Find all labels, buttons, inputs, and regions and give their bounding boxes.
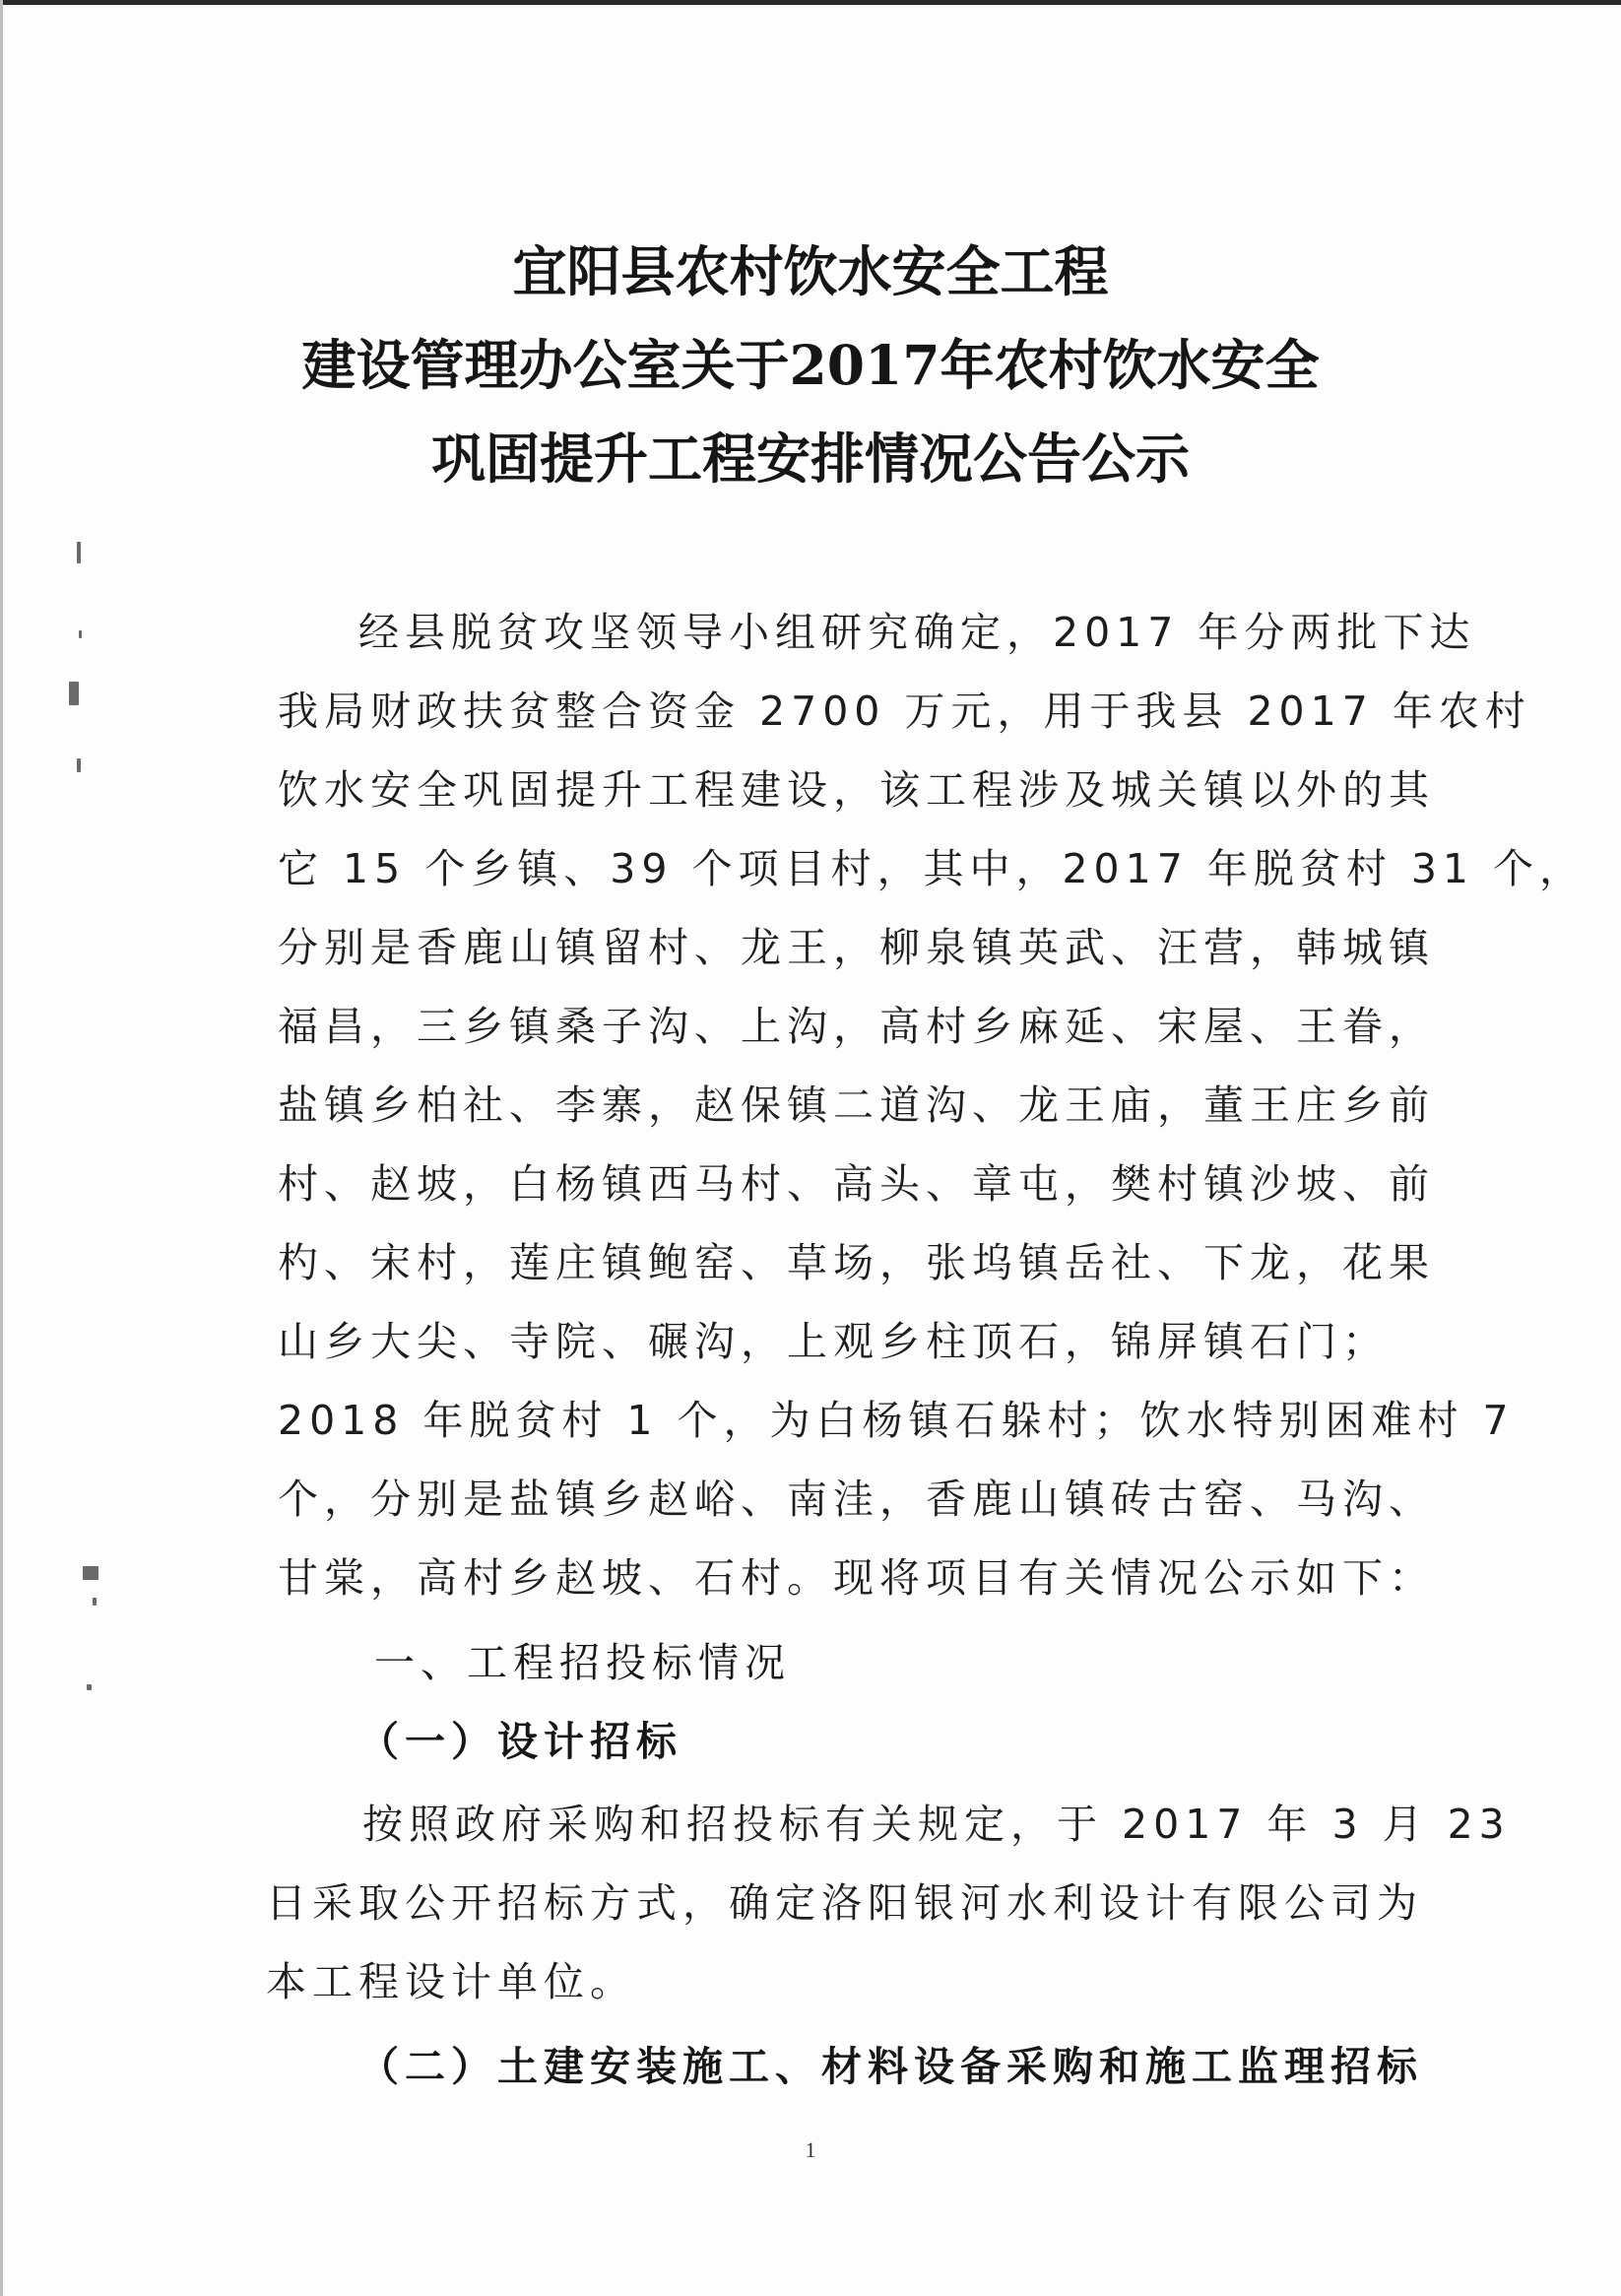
subsection-line: 按照政府采购和招投标有关规定，于 2017 年 3 月 23	[362, 1801, 1511, 1848]
scan-speck	[77, 542, 81, 563]
paragraph-line: 饮水安全巩固提升工程建设，该工程涉及城关镇以外的其	[278, 766, 1435, 814]
scan-speck	[83, 1566, 98, 1580]
paragraph-line: 山乡大尖、寺院、碾沟，上观乡柱顶石，锦屏镇石门；	[278, 1318, 1389, 1365]
paragraph-line: 分别是香鹿山镇留村、龙王，柳泉镇英武、汪营，韩城镇	[278, 924, 1435, 971]
paragraph-line: 杓、宋村，莲庄镇鲍窑、草场，张坞镇岳社、下龙，花果	[278, 1239, 1435, 1286]
document-title	[0, 225, 1621, 505]
paragraph-line: 甘棠，高村乡赵坡、石村。现将项目有关情况公示如下：	[278, 1554, 1435, 1602]
paragraph-line: 它 15 个乡镇、39 个项目村，其中，2017 年脱贫村 31 个，	[278, 845, 1587, 892]
paragraph-line: 2018 年脱贫村 1 个，为白杨镇石躲村；饮水特别困难村 7	[278, 1397, 1515, 1444]
paragraph-line: 我局财政扶贫整合资金 2700 万元，用于我县 2017 年农村	[278, 688, 1531, 735]
subsection-heading: （一）设计招标	[358, 1718, 682, 1765]
subsection-line: 本工程设计单位。	[266, 1958, 636, 2005]
scan-top-edge	[0, 0, 1621, 5]
section-heading: 一、工程招投标情况	[374, 1639, 791, 1686]
page-number: 1	[805, 2137, 816, 2162]
paragraph-line: 个，分别是盐镇乡赵峪、南洼，香鹿山镇砖古窑、马沟、	[278, 1476, 1435, 1523]
subsection-line: 日采取公开招标方式，确定洛阳银河水利设计有限公司为	[266, 1879, 1423, 1927]
subsection-heading: （二）土建安装施工、材料设备采购和施工监理招标	[358, 2043, 1423, 2090]
paragraph-line: 福昌，三乡镇桑子沟、上沟，高村乡麻延、宋屋、王眷，	[278, 1003, 1435, 1050]
scan-speck	[87, 1684, 92, 1690]
scan-speck	[93, 1598, 97, 1606]
scan-speck	[79, 630, 82, 638]
title-line-3: 巩固提升工程安排情况公告公示	[430, 426, 1190, 491]
paragraph-line: 经县脱贫攻坚领导小组研究确定，2017 年分两批下达	[358, 609, 1476, 656]
scan-speck	[69, 682, 79, 705]
scan-speck	[77, 758, 81, 772]
paragraph-line: 盐镇乡柏社、李寨，赵保镇二道沟、龙王庙，董王庄乡前	[278, 1082, 1435, 1129]
title-line-2: 建设管理办公室关于2017年农村饮水安全	[301, 333, 1320, 397]
paragraph-line: 村、赵坡，白杨镇西马村、高头、章屯，樊村镇沙坡、前	[278, 1160, 1435, 1208]
title-line-1: 宜阳县农村饮水安全工程	[512, 239, 1109, 303]
